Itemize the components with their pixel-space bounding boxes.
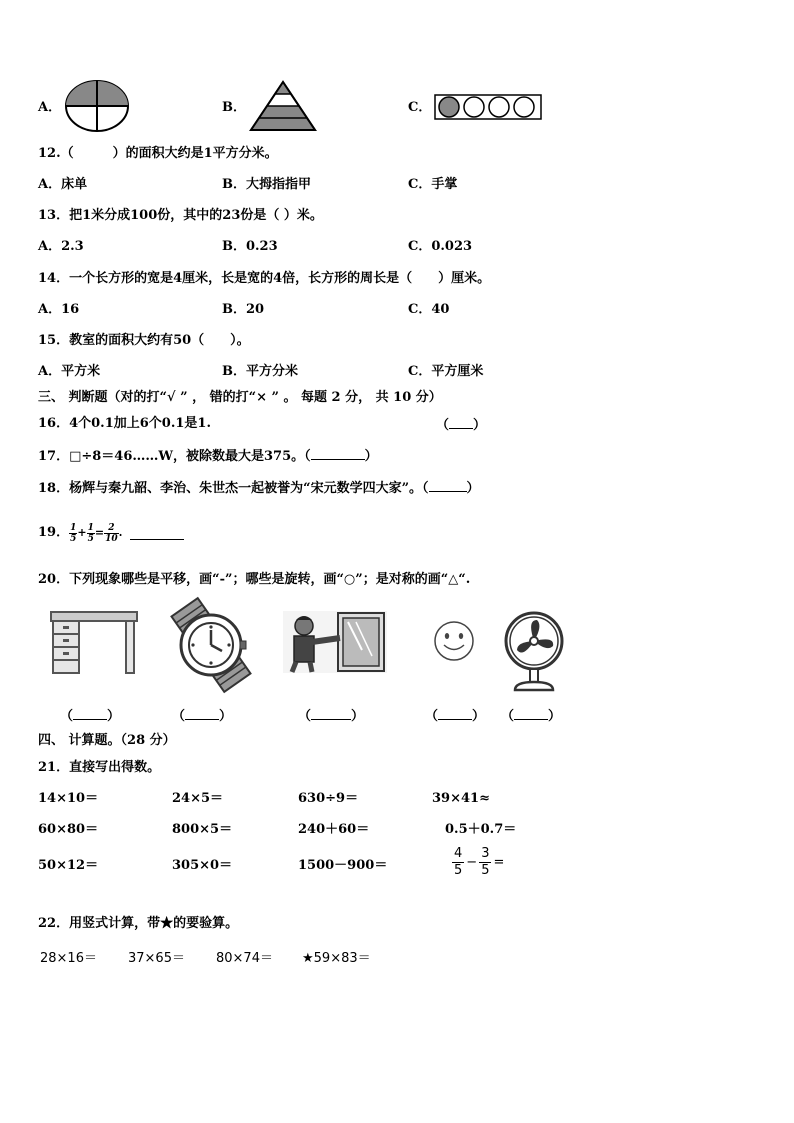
q13-stem: 13．把1米分成100份，其中的23份是（ ）米。 (38, 208, 323, 223)
q12-option-a: A．床单 (38, 177, 88, 192)
four-circles-figure (434, 94, 542, 120)
q20-answer-5: （ ） (501, 709, 562, 724)
q21-item: 305×0＝ (172, 858, 233, 873)
answer-blank[interactable] (185, 707, 219, 720)
q15-stem: 15．教室的面积大约有50（ ）。 (38, 333, 250, 348)
q15-option-a: A．平方米 (38, 364, 101, 379)
q11-option-a: A． (38, 100, 62, 115)
answer-blank[interactable] (311, 447, 365, 460)
q19-stem: 19． $\frac{1}{5}$ + $\frac{1}{5}$ = $\frac{2}{10}$ . (38, 518, 184, 548)
answer-blank[interactable] (130, 527, 184, 540)
q20-answer-2: （ ） (172, 709, 233, 724)
q20-answer-1: （ ） (60, 709, 121, 724)
q16-stem: 16．4个0.1加上6个0.1是1. (38, 416, 211, 431)
section-4-heading: 四、 计算题。（28 分） (38, 733, 176, 748)
q20-stem: 20．下列现象哪些是平移，画“-”；哪些是旋转，画“○”；是对称的画“△“. (38, 572, 471, 587)
q21-item: 240＋60＝ (298, 822, 370, 837)
q21-item: 630÷9＝ (298, 791, 359, 806)
q19-label: 19． (38, 525, 70, 540)
q21-item: 24×5＝ (172, 791, 224, 806)
q21-item: 60×80＝ (38, 822, 99, 837)
q21-item: 0.5＋0.7＝ (445, 822, 517, 837)
person-pushing-window-image (282, 610, 388, 674)
fraction: $\frac{3}{5}$ (481, 846, 490, 878)
paren-left: （ (436, 418, 450, 433)
q21-item: 800×5＝ (172, 822, 233, 837)
q15-option-c: C．平方厘米 (408, 364, 484, 379)
q12-option-c: C．手掌 (408, 177, 458, 192)
q14-option-b: B．20 (222, 302, 265, 317)
q21-item: 14×10＝ (38, 791, 99, 806)
q17-text: 17．□÷8＝46……W，被除数最大是375。（ (38, 449, 311, 464)
answer-blank[interactable] (438, 707, 472, 720)
wristwatch-image (165, 603, 257, 687)
q21-item: 39×41≈ (432, 791, 490, 806)
fraction: $\frac{1}{5}$ (87, 522, 94, 544)
desk-image (50, 610, 138, 674)
q14-stem: 14．一个长方形的宽是4厘米，长是宽的4倍，长方形的周长是（ ）厘米。 (38, 271, 491, 286)
q22-stem: 22．用竖式计算，带★的要验算。 (38, 916, 239, 931)
fraction: $\frac{1}{5}$ (70, 522, 77, 544)
q13-option-c: C．0.023 (408, 239, 473, 254)
answer-blank[interactable] (429, 479, 467, 492)
section-3-heading: 三、 判断题（对的打“√ ” ， 错的打“× ” 。 每题 2 分， 共 10 分） (38, 390, 442, 405)
q12-option-b: B．大拇指指甲 (222, 177, 311, 192)
q17-stem (38, 447, 378, 465)
q11-option-c: C． (408, 100, 432, 115)
q11-option-b: B． (222, 100, 246, 115)
q16-answer (436, 416, 486, 434)
q14-option-a: A．16 (38, 302, 80, 317)
q22-item: ★59×83＝ (302, 951, 371, 966)
paren-right: ） (466, 481, 480, 496)
answer-blank[interactable] (311, 707, 351, 720)
answer-blank[interactable] (73, 707, 107, 720)
answer-blank[interactable] (514, 707, 548, 720)
q21-item: 1500－900＝ (298, 858, 388, 873)
q22-item: 80×74＝ (216, 951, 273, 966)
q15-option-b: B．平方分米 (222, 364, 298, 379)
q18-text: 18．杨辉与秦九韶、李治、朱世杰一起被誉为“宋元数学四大家”。（ (38, 481, 429, 496)
q20-answer-4: （ ） (425, 709, 486, 724)
smiley-face-image (433, 620, 475, 662)
q21-item: 50×12＝ (38, 858, 99, 873)
q20-answer-3: （ ） (298, 709, 365, 724)
q21-fraction-item: $\frac{4}{5}$ − $\frac{3}{5}$ = (454, 846, 505, 878)
answer-blank[interactable] (449, 416, 473, 429)
q22-item: 28×16＝ (40, 951, 97, 966)
q14-option-c: C．40 (408, 302, 450, 317)
electric-fan-image (503, 612, 565, 692)
q13-option-a: A．2.3 (38, 239, 84, 254)
fraction: $\frac{4}{5}$ (454, 846, 463, 878)
q13-option-b: B．0.23 (222, 239, 278, 254)
fraction: $\frac{2}{10}$ (105, 522, 118, 544)
q12-stem: 12.（ ）的面积大约是1平方分米。 (38, 146, 278, 161)
circle-quarter-shaded-figure (65, 80, 129, 132)
paren-right: ） (364, 449, 378, 464)
paren-right: ） (473, 418, 487, 433)
q18-stem (38, 479, 480, 497)
q21-stem: 21．直接写出得数。 (38, 760, 161, 775)
triangle-striped-figure (250, 80, 316, 132)
q22-item: 37×65＝ (128, 951, 185, 966)
